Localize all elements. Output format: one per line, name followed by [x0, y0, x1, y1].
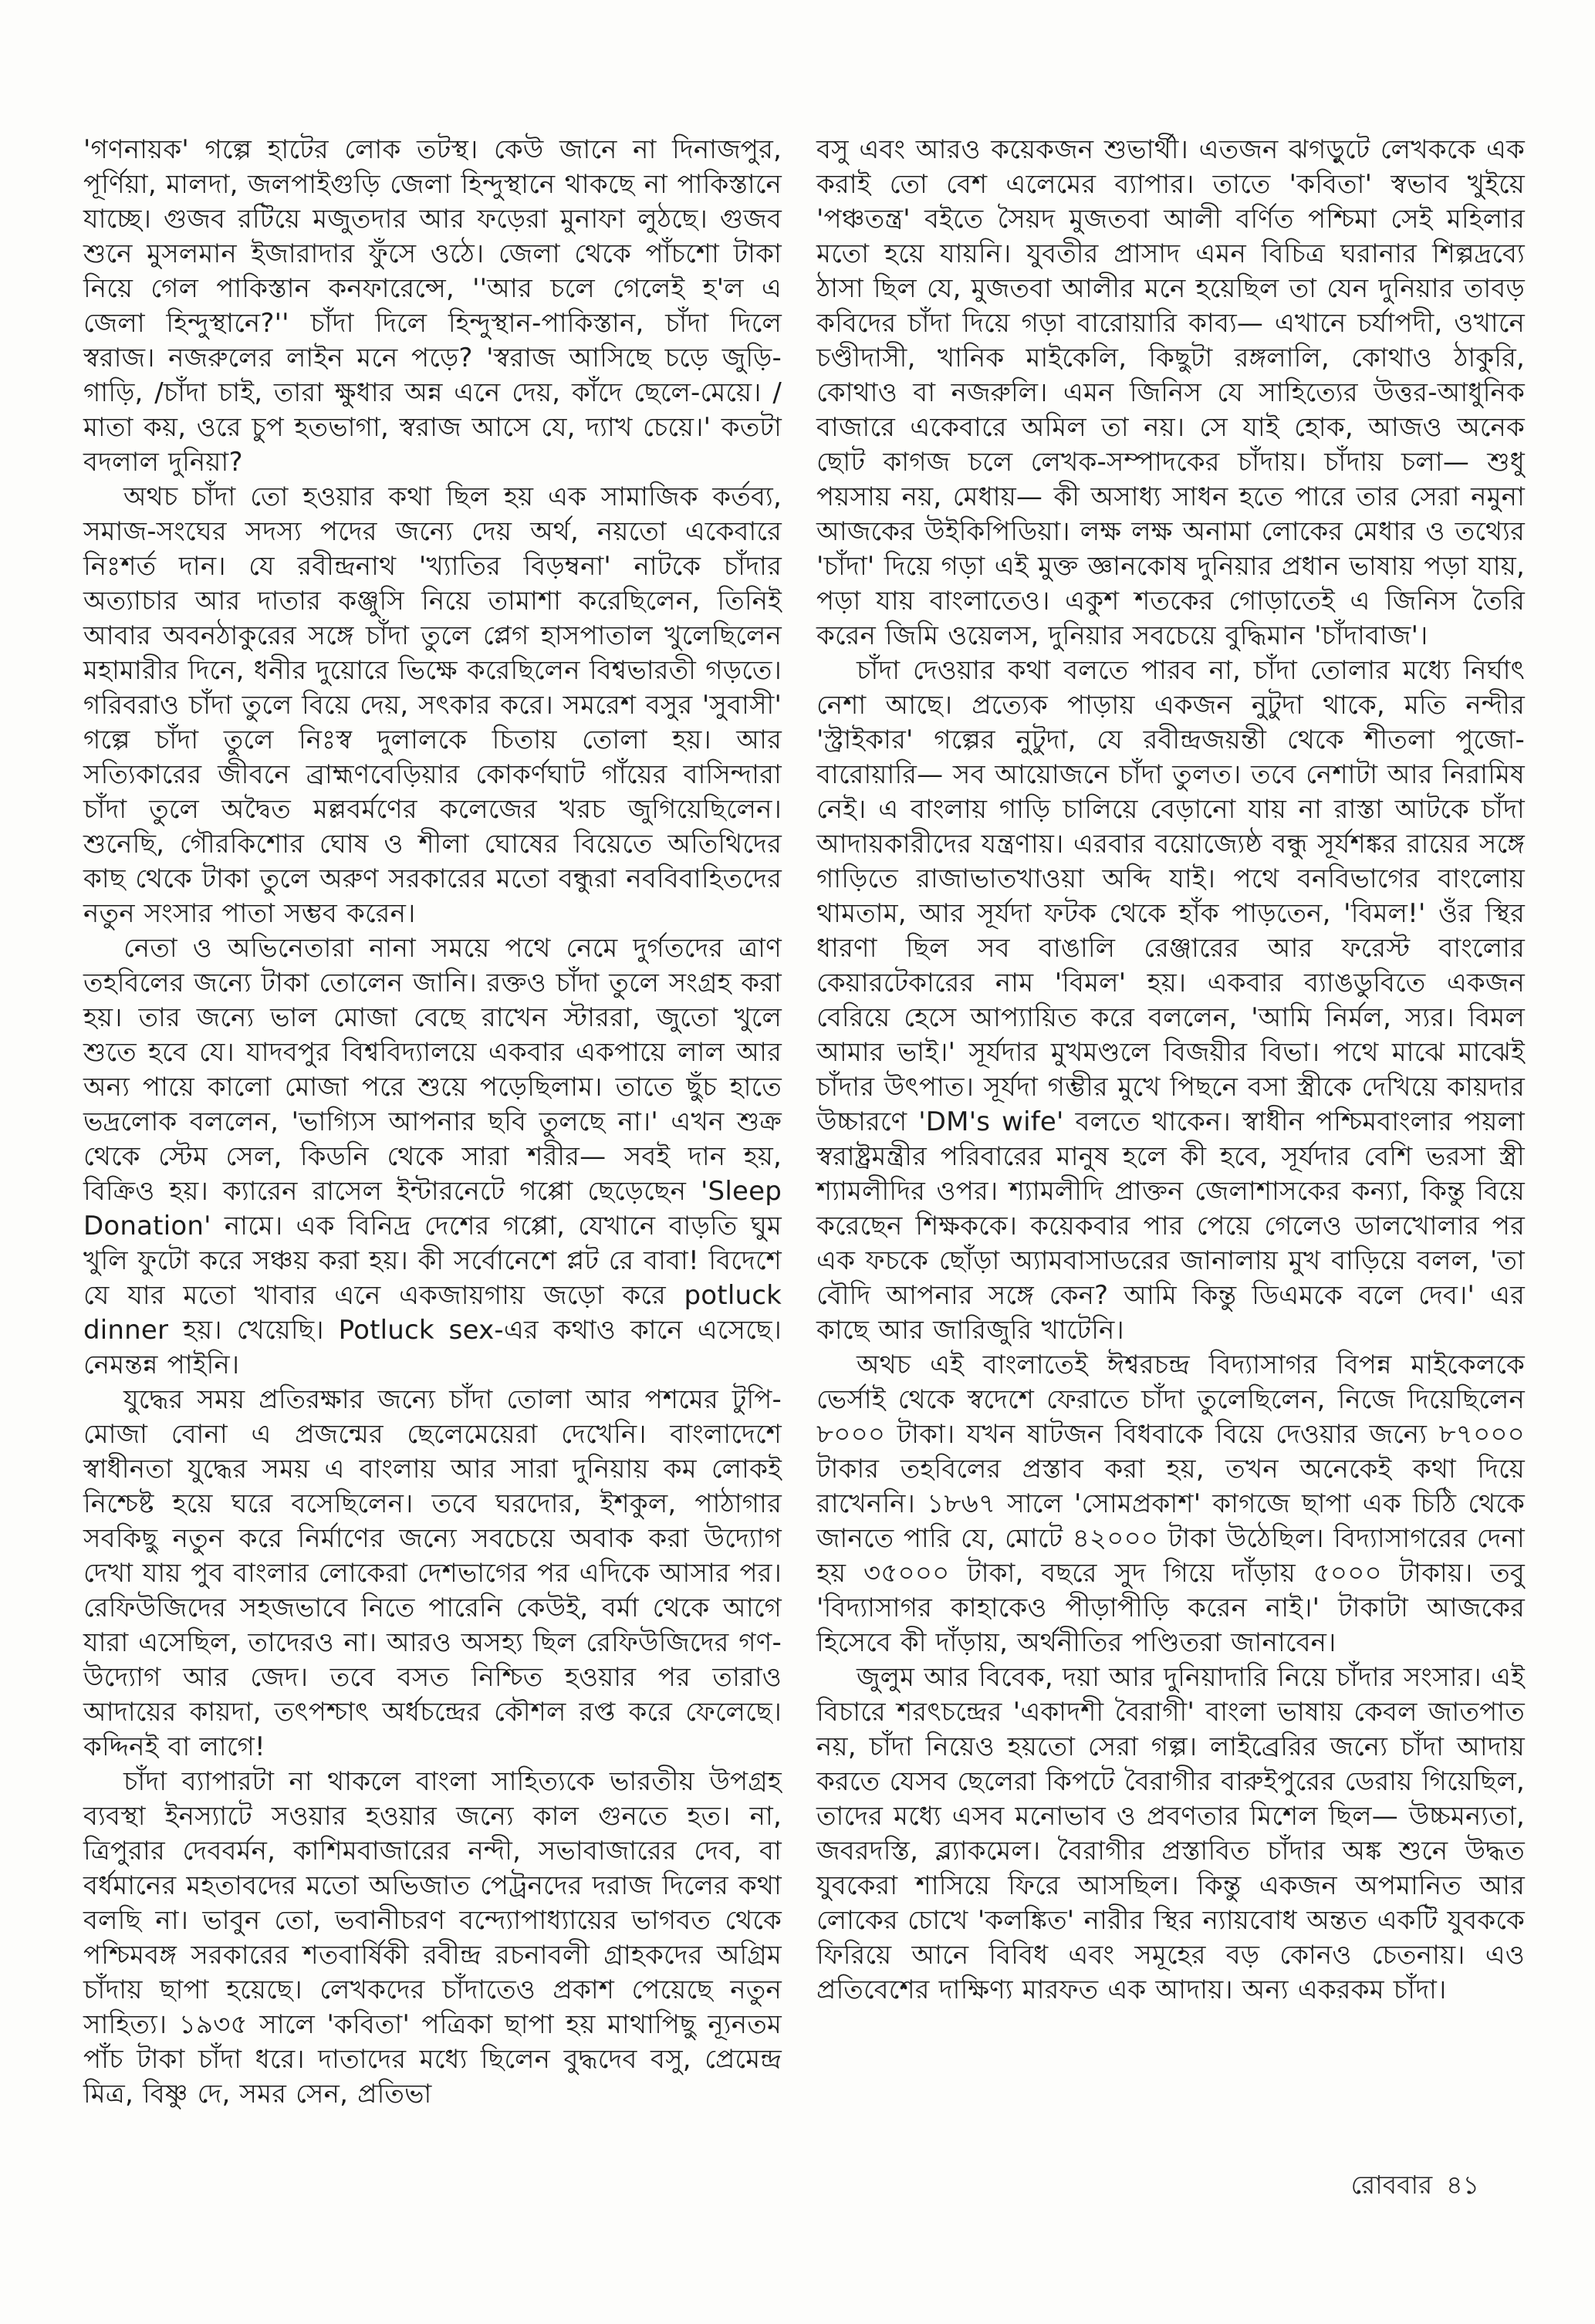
footer-section-label: রোববার — [1350, 2170, 1433, 2200]
paragraph: চাঁদা দেওয়ার কথা বলতে পারব না, চাঁদা তোলার মধ্যে নির্ঘাৎ নেশা আছে। প্রত্যেক পাড়ায় একজন নুটুদা থাকে, মতি নন্দীর 'স্ট্রাইকার' গল্পের নুটুদা, যে রবীন্দ্রজয়ন্তী থেকে শীতলা পুজো-বারোয়ারি— সব আয়োজনে চাঁদা তুলত। তবে নেশাটা আর নিরামিষ নেই। এ বাংলায় গাড়ি চালিয়ে বেড়ানো যায় না রাস্তা আটকে চাঁদা আদায়কারীদের যন্ত্রণায়। এরবার বয়োজ্যেষ্ঠ বন্ধু সূর্যশঙ্কর রায়ের সঙ্গে গাড়িতে রাজাভাতখাওয়া অব্দি যাই। পথে বনবিভাগের বাংলোয় থামতাম, আর সূর্যদা ফটক থেকে হাঁক পাড়তেন, 'বিমল!' ওঁর স্থির ধারণা ছিল সব বাঙালি রেঞ্জারের আর ফরেস্ট বাংলোর কেয়ারটেকারের নাম 'বিমল' হয়। একবার ব্যাঙডুবিতে একজন বেরিয়ে হেসে আপ্যায়িত করে বললেন, 'আমি নির্মল, স্যর। বিমল আমার ভাই।' সূর্যদার মুখমণ্ডলে বিজয়ীর বিভা। পথে মাঝে মাঝেই চাঁদার উৎপাত। সূর্যদা গম্ভীর মুখে পিছনে বসা স্ত্রীকে দেখিয়ে কায়দার উচ্চারণে 'DM's wife' বলতে থাকেন। স্বাধীন পশ্চিমবাংলার পয়লা স্বরাষ্ট্রমন্ত্রীর পরিবারের মানুষ হলে কী হবে, সূর্যদার বেশি ভরসা স্ত্রী শ্যামলীদির ওপর। শ্যামলীদি প্রাক্তন জেলাশাসকের কন্যা, কিন্তু বিয়ে করেছেন শিক্ষককে। কয়েকবার পার পেয়ে গেলেও ডালখোলার পর এক ফচকে ছোঁড়া অ্যামবাসাডরের জানালায় মুখ বাড়িয়ে বলল, 'তা বৌদি আপনার সঙ্গে কেন? আমি কিন্তু ডিএমকে বলে দেব।' এর কাছে আর জারিজুরি খাটেনি। — [816, 655, 1525, 1346]
paragraph: 'গণনায়ক' গল্পে হাটের লোক তটস্থ। কেউ জানে না দিনাজপুর, পূর্ণিয়া, মালদা, জলপাইগুড়ি জেলা হিন্দুস্থানে থাকছে না পাকিস্তানে যাচ্ছে। গুজব রটিয়ে মজুতদার আর ফড়েরা মুনাফা লুঠছে। গুজব শুনে মুসলমান ইজারাদার ফুঁসে ওঠে। জেলা থেকে পাঁচশো টাকা নিয়ে গেল পাকিস্তান কনফারেন্সে, ''আর চলে গেলেই হ'ল এ জেলা হিন্দুস্থানে?'' চাঁদা দিলে হিন্দুস্থান-পাকিস্তান, চাঁদা দিলে স্বরাজ। নজরুলের লাইন মনে পড়ে? 'স্বরাজ আসিছে চড়ে জুড়ি-গাড়ি, /চাঁদা চাই, তারা ক্ষুধার অন্ন এনে দেয়, কাঁদে ছেলে-মেয়ে। /মাতা কয়, ওরে চুপ হতভাগা, স্বরাজ আসে যে, দ্যাখ চেয়ে।' কতটা বদলাল দুনিয়া? — [83, 134, 782, 478]
paragraph: যুদ্ধের সময় প্রতিরক্ষার জন্যে চাঁদা তোলা আর পশমের টুপি-মোজা বোনা এ প্রজন্মের ছেলেমেয়েরা দেখেনি। বাংলাদেশে স্বাধীনতা যুদ্ধের সময় এ বাংলায় আর সারা দুনিয়ায় কম লোকই নিশ্চেষ্ট হয়ে ঘরে বসেছিলেন। তবে ঘরদোর, ইশকুল, পাঠাগার সবকিছু নতুন করে নির্মাণের জন্যে সবচেয়ে অবাক করা উদ্যোগ দেখা যায় পুব বাংলার লোকেরা দেশভাগের পর এদিকে আসার পর। রেফিউজিদের সহজভাবে নিতে পারেনি কেউই, বর্মা থেকে আগে যারা এসেছিল, তাদেরও না। আরও অসহ্য ছিল রেফিউজিদের গণ-উদ্যোগ আর জেদ। তবে বসত নিশ্চিত হওয়ার পর তারাও আদায়ের কায়দা, তৎপশ্চাৎ অর্ধচন্দ্রের কৌশল রপ্ত করে ফেলেছে। কদ্দিনই বা লাগে! — [83, 1384, 782, 1762]
paragraph: নেতা ও অভিনেতারা নানা সময়ে পথে নেমে দুর্গতদের ত্রাণ তহবিলের জন্যে টাকা তোলেন জানি। রক্তও চাঁদা তুলে সংগ্রহ করা হয়। তার জন্যে ভাল মোজা বেছে রাখেন স্টাররা, জুতো খুলে শুতে হবে যে। যাদবপুর বিশ্ববিদ্যালয়ে একবার একপায়ে লাল আর অন্য পায়ে কালো মোজা পরে শুয়ে পড়েছিলাম। তাতে ছুঁচ হাতে ভদ্রলোক বললেন, 'ভাগ্যিস আপনার ছবি তুলছে না।' এখন শুক্র থেকে স্টেম সেল, কিডনি থেকে সারা শরীর— সবই দান হয়, বিক্রিও হয়। ক্যারেন রাসেল ইন্টারনেটে গপ্পো ছেড়েছেন 'Sleep Donation' নামে। এক বিনিদ্র দেশের গপ্পো, যেখানে বাড়তি ঘুম খুলি ফুটো করে সঞ্চয় করা হয়। কী সর্বোনেশে প্লট রে বাবা! বিদেশে যে যার মতো খাবার এনে একজায়গায় জড়ো করে potluck dinner হয়। খেয়েছি। Potluck sex-এর কথাও কানে এসেছে। নেমন্তন্ন পাইনি। — [83, 933, 782, 1380]
footer-page-number: ৪১ — [1446, 2170, 1479, 2200]
right-text-column — [816, 133, 1525, 2008]
paragraph: অথচ চাঁদা তো হওয়ার কথা ছিল হয় এক সামাজিক কর্তব্য, সমাজ-সংঘের সদস্য পদের জন্যে দেয় অর্থ, নয়তো একেবারে নিঃশর্ত দান। যে রবীন্দ্রনাথ 'খ্যাতির বিড়ম্বনা' নাটকে চাঁদার অত্যাচার আর দাতার কঞ্জুসি নিয়ে তামাশা করেছিলেন, তিনিই আবার অবনঠাকুরের সঙ্গে চাঁদা তুলে প্লেগ হাসপাতাল খুলেছিলেন মহামারীর দিনে, ধনীর দুয়োরে ভিক্ষে করেছিলেন বিশ্বভারতী গড়তে। গরিবরাও চাঁদা তুলে বিয়ে দেয়, সৎকার করে। সমরেশ বসুর 'সুবাসী' গল্পে চাঁদা তুলে নিঃস্ব দুলালকে চিতায় তোলা হয়। আর সত্যিকারের জীবনে ব্রাহ্মণবেড়িয়ার কোকর্ণঘাট গাঁয়ের বাসিন্দারা চাঁদা তুলে অদ্বৈত মল্লবর্মণের কলেজের খরচ জুগিয়েছিলেন। শুনেছি, গৌরকিশোর ঘোষ ও শীলা ঘোষের বিয়েতে অতিথিদের কাছ থেকে টাকা তুলে অরুণ সরকারের মতো বন্ধুরা নববিবাহিতদের নতুন সংসার পাতা সম্ভব করেন। — [83, 481, 782, 929]
paragraph: জুলুম আর বিবেক, দয়া আর দুনিয়াদারি নিয়ে চাঁদার সংসার। এই বিচারে শরৎচন্দ্রের 'একাদশী বৈরাগী' বাংলা ভাষায় কেবল জাতপাত নয়, চাঁদা নিয়েও হয়তো সেরা গল্প। লাইব্রেরির জন্যে চাঁদা আদায় করতে যেসব ছেলেরা কিপটে বৈরাগীর বারুইপুরের ডেরায় গিয়েছিল, তাদের মধ্যে এসব মনোভাব ও প্রবণতার মিশেল ছিল— উচ্চমন্যতা, জবরদস্তি, ব্ল্যাকমেল। বৈরাগীর প্রস্তাবিত চাঁদার অঙ্ক শুনে উদ্ধত যুবকেরা শাসিয়ে ফিরে আসছিল। কিন্তু একজন অপমানিত আর লোকের চোখে 'কলঙ্কিত' নারীর স্থির ন্যায়বোধ অন্তত একটি যুবককে ফিরিয়ে আনে বিবিধ এবং সমূহের বড় কোনও চেতনায়। এও প্রতিবেশের দাক্ষিণ্য মারফত এক আদায়। অন্য একরকম চাঁদা। — [816, 1662, 1525, 2005]
paragraph: চাঁদা ব্যাপারটা না থাকলে বাংলা সাহিত্যকে ভারতীয় উপগ্রহ ব্যবস্থা ইনস্যাটে সওয়ার হওয়ার জন্যে কাল গুনতে হত। না, ত্রিপুরার দেববর্মন, কাশিমবাজারের নন্দী, সভাবাজারের দেব, বা বর্ধমানের মহতাবদের মতো অভিজাত পেট্রনদের দরাজ দিলের কথা বলছি না। ভাবুন তো, ভবানীচরণ বন্দ্যোপাধ্যায়ের ভাগবত থেকে পশ্চিমবঙ্গ সরকারের শতবার্ষিকী রবীন্দ্র রচনাবলী গ্রাহকদের অগ্রিম চাঁদায় ছাপা হয়েছে। লেখকদের চাঁদাতেও প্রকাশ পেয়েছে নতুন সাহিত্য। ১৯৩৫ সালে 'কবিতা' পত্রিকা ছাপা হয় মাথাপিছু ন্যূনতম পাঁচ টাকা চাঁদা ধরে। দাতাদের মধ্যে ছিলেন বুদ্ধদেব বসু, প্রেমেন্দ্র মিত্র, বিষ্ণু দে, সমর সেন, প্রতিভা — [83, 1766, 782, 2110]
paragraph: অথচ এই বাংলাতেই ঈশ্বরচন্দ্র বিদ্যাসাগর বিপন্ন মাইকেলকে ভের্সাই থেকে স্বদেশে ফেরাতে চাঁদা তুলেছিলেন, নিজে দিয়েছিলেন ৮০০০ টাকা। যখন ষাটজন বিধবাকে বিয়ে দেওয়ার জন্যে ৮৭০০০ টাকার তহবিলের প্রস্তাব করা হয়, তখন অনেকেই কথা দিয়ে রাখেননি। ১৮৬৭ সালে 'সোমপ্রকাশ' কাগজে ছাপা এক চিঠি থেকে জানতে পারি যে, মোটে ৪২০০০ টাকা উঠেছিল। বিদ্যাসাগরের দেনা হয় ৩৫০০০ টাকা, বছরে সুদ গিয়ে দাঁড়ায় ৫০০০ টাকায়। তবু 'বিদ্যাসাগর কাহাকেও পীড়াপীড়ি করেন নাই।' টাকাটা আজকের হিসেবে কী দাঁড়ায়, অর্থনীতির পণ্ডিতরা জানাবেন। — [816, 1349, 1525, 1658]
page-footer — [1351, 2170, 1479, 2201]
paragraph: বসু এবং আরও কয়েকজন শুভার্থী। এতজন ঝগড়ুটে লেখককে এক করাই তো বেশ এলেমের ব্যাপার। তাতে 'কবিতা' স্বভাব খুইয়ে 'পঞ্চতন্ত্র' বইতে সৈয়দ মুজতবা আলী বর্ণিত পশ্চিমা সেই মহিলার মতো হয়ে যায়নি। যুবতীর প্রাসাদ এমন বিচিত্র ঘরানার শিল্পদ্রব্যে ঠাসা ছিল যে, মুজতবা আলীর মনে হয়েছিল তা যেন দুনিয়ার তাবড় কবিদের চাঁদা দিয়ে গড়া বারোয়ারি কাব্য— এখানে চর্যাপদী, ওখানে চণ্ডীদাসী, খানিক মাইকেলি, কিছুটা রঙ্গলালি, কোথাও ঠাকুরি, কোথাও বা নজরুলি। এমন জিনিস যে সাহিত্যের উত্তর-আধুনিক বাজারে একেবারে অমিল তা নয়। সে যাই হোক, আজও অনেক ছোট কাগজ চলে লেখক-সম্পাদকের চাঁদায়। চাঁদায় চলা— শুধু পয়সায় নয়, মেধায়— কী অসাধ্য সাধন হতে পারে তার সেরা নমুনা আজকের উইকিপিডিয়া। লক্ষ লক্ষ অনামা লোকের মেধার ও তথ্যের 'চাঁদা' দিয়ে গড়া এই মুক্ত জ্ঞানকোষ দুনিয়ার প্রধান ভাষায় পড়া যায়, পড়া যায় বাংলাতেও। একুশ শতকের গোড়াতেই এ জিনিস তৈরি করেন জিমি ওয়েলস, দুনিয়ার সবচেয়ে বুদ্ধিমান 'চাঁদাবাজ'। — [816, 134, 1525, 651]
left-text-column — [83, 133, 782, 2112]
